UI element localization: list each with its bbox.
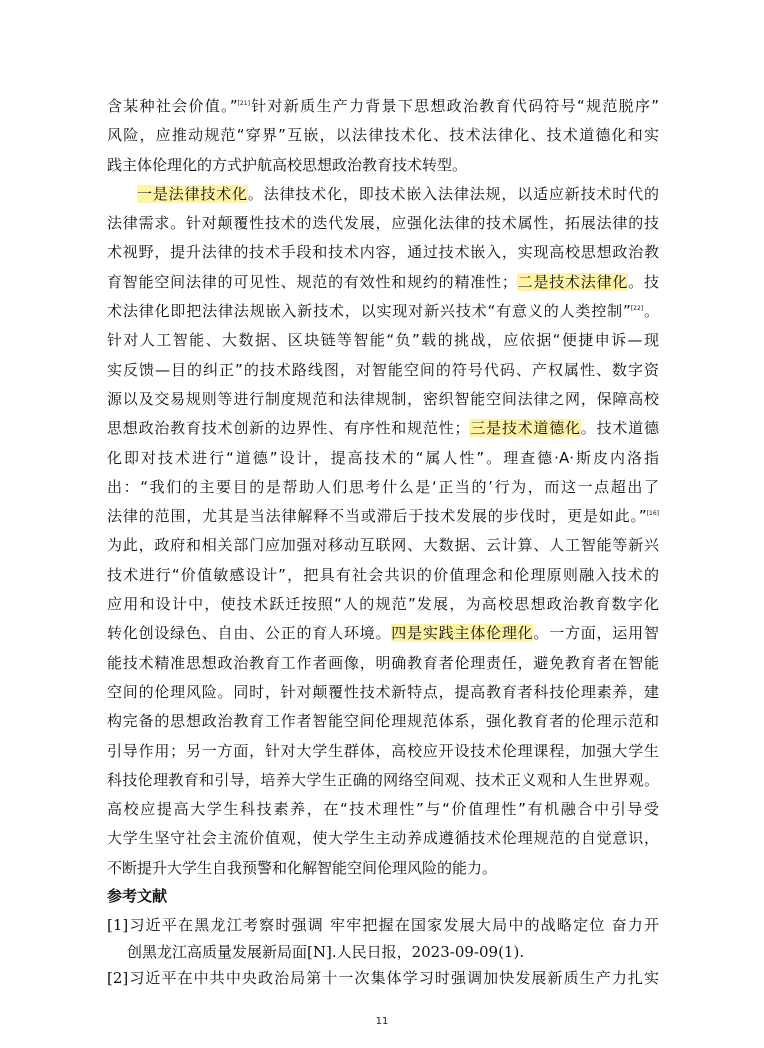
- text-run: 构完备的思想政治教育工作者智能空间伦理规范体系，强化教育者的伦理示范和: [107, 712, 659, 731]
- text-line: [107, 649, 659, 678]
- highlighted-phrase: 四是实践主体伦理化: [391, 624, 534, 643]
- text-run: 应用和设计中，使技术跃迁按照“人的规范”发展，为高校思想政治教育数字化: [107, 595, 659, 614]
- text-run: 术视野，提升法律的技术手段和技术内容，通过技术嵌入，实现高校思想政治教: [107, 243, 659, 262]
- text-line: [107, 209, 659, 238]
- text-line: [107, 737, 659, 766]
- text-line: [107, 531, 659, 560]
- text-run: 含某种社会价值。”: [107, 97, 238, 115]
- text-line: [107, 619, 659, 648]
- text-line: [107, 356, 659, 385]
- text-run: 针对新质生产力背景下思想政治教育代码符号“规范脱序”: [249, 97, 659, 115]
- text-run: 空间的伦理风险。同时，针对颠覆性技术新特点，提高教育者科技伦理素养，建: [107, 682, 659, 701]
- text-line: [107, 180, 659, 209]
- body-text: [107, 92, 659, 883]
- citation-marker: [16]: [646, 510, 659, 518]
- text-line: [107, 326, 659, 355]
- text-run: 。技: [628, 272, 659, 291]
- highlighted-phrase: 三是技术道德化: [469, 419, 581, 438]
- text-line: [107, 268, 659, 297]
- text-line: [107, 590, 659, 619]
- text-run: 。法律技术化，即技术嵌入法律法规，以适应新技术时代的: [247, 184, 659, 203]
- text-run: 能技术精准思想政治教育工作者画像，明确教育者伦理责任，避免教育者在智能: [107, 653, 659, 672]
- text-line: [107, 444, 659, 473]
- text-run: 法律的范围，尤其是当法律解释不当或滞后于技术发展的步伐时，更是如此。”: [107, 507, 647, 526]
- text-run: 。技术道德: [580, 419, 659, 438]
- text-run: 术法律化即把法律法规嵌入新技术，以实现对新兴技术“有意义的人类控制”: [107, 302, 631, 321]
- text-line: [107, 238, 659, 267]
- text-run: 引导作用；另一方面，针对大学生群体，高校应开设技术伦理课程，加强大学生: [107, 741, 659, 760]
- text-run: 风险，应推动规范“穿界”互嵌，以法律技术化、技术法律化、技术道德化和实: [107, 126, 659, 145]
- text-line: [107, 561, 659, 590]
- text-run: 化即对技术进行“道德”设计，提高技术的“属人性”。理查德·A·斯皮内洛指: [107, 448, 659, 467]
- text-run: 高校应提高大学生科技素养，在“技术理性”与“价值理性”有机融合中引导受: [107, 800, 659, 819]
- text-line: [107, 473, 659, 502]
- citation-marker: [22]: [630, 305, 644, 313]
- text-line: [107, 707, 659, 736]
- text-line: [107, 502, 659, 531]
- highlighted-phrase: 一是法律技术化: [137, 184, 248, 203]
- text-run: 思想政治教育技术创新的边界性、有序性和规范性；: [107, 419, 470, 438]
- text-run: 转化创设绿色、自由、公正的育人环境。: [107, 624, 392, 643]
- reference-line: 创黑龙江高质量发展新局面[N].人民日报，2023-09-09(1).: [127, 942, 525, 961]
- citation-marker: [21]: [237, 100, 250, 107]
- text-line: [107, 121, 659, 150]
- text-line: [107, 824, 659, 853]
- page-number: 11: [375, 1016, 389, 1027]
- text-run: 。一方面，运用智: [533, 624, 659, 643]
- text-run: 科技伦理教育和引导，培养大学生正确的网络空间观、技术正义观和人生世界观。: [107, 770, 659, 789]
- text-line: [107, 854, 659, 883]
- text-run: 践主体伦理化的方式护航高校思想政治教育技术转型。: [107, 155, 468, 174]
- text-run: 针对人工智能、大数据、区块链等智能“负”载的挑战，应依据“便捷申诉—现: [107, 331, 659, 350]
- reference-line: [1]习近平在黑龙江考察时强调 牢牢把握在国家发展大局中的战略定位 奋力开: [107, 916, 659, 934]
- text-line: [107, 795, 659, 824]
- text-run: 出：“我们的主要目的是帮助人们思考什么是‘正当的’行为，而这一点超出了: [107, 477, 659, 496]
- highlighted-phrase: 二是技术法律化: [516, 272, 629, 291]
- text-run: 源以及交易规则等进行制度规范和法律规制，密织智能空间法律之网，保障高校: [107, 389, 659, 408]
- references-heading: 参考文献: [107, 887, 168, 905]
- text-line: [107, 385, 659, 414]
- text-run: 。: [643, 302, 659, 321]
- text-run: 技术进行“价值敏感设计”，把具有社会共识的价值理念和伦理原则融入技术的: [107, 565, 659, 584]
- text-run: 大学生坚守社会主流价值观，使大学生主动养成遵循技术伦理规范的自觉意识，: [107, 829, 659, 848]
- text-run: 不断提升大学生自我预警和化解智能空间伦理风险的能力。: [107, 858, 498, 877]
- reference-line: [2]习近平在中共中央政治局第十一次集体学习时强调加快发展新质生产力扎实: [107, 969, 659, 987]
- text-line: [107, 678, 659, 707]
- references-list: [107, 912, 659, 992]
- text-line: [107, 297, 659, 326]
- text-run: 法律需求。针对颠覆性技术的迭代发展，应强化法律的技术属性，拓展法律的技: [107, 214, 659, 233]
- text-line: [107, 414, 659, 443]
- text-line: [107, 766, 659, 795]
- text-run: 为此，政府和相关部门应加强对移动互联网、大数据、云计算、人工智能等新兴: [107, 536, 659, 555]
- text-line: [107, 151, 659, 180]
- text-run: 实反馈—目的纠正”的技术路线图，对智能空间的符号代码、产权属性、数字资: [107, 360, 659, 379]
- text-run: 育智能空间法律的可见性、规范的有效性和规约的精准性；: [107, 272, 517, 291]
- text-line: [107, 92, 659, 121]
